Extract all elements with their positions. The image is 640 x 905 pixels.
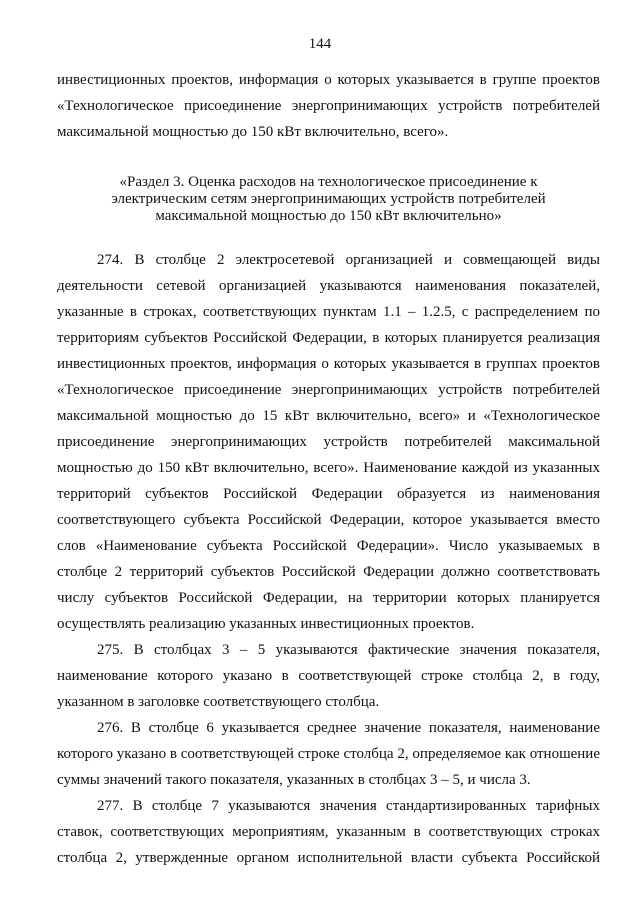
text-line: инвестиционных проектов, информация о которых указывается в группах проектов: [57, 356, 600, 372]
text-line: «Технологическое присоединение энергопринимающих устройств потребителей: [57, 382, 600, 398]
text-line: суммы значений такого показателя, указанных в столбцах 3 – 5, и числа 3.: [57, 772, 531, 788]
text-line: инвестиционных проектов, информация о которых указывается в группе проектов: [57, 72, 600, 88]
text-line: ставок, соответствующих мероприятиям, указанным в соответствующих строках: [57, 824, 600, 840]
text-line: 276. В столбце 6 указывается среднее значение показателя, наименование: [97, 720, 600, 736]
text-line: наименование которого указано в соответствующей строке столбца 2, в году,: [57, 668, 600, 684]
text-line: осуществлять реализацию указанных инвестиционных проектов.: [57, 616, 475, 632]
text-line: территориям субъектов Российской Федерации, в которых планируется реализация: [57, 330, 600, 346]
text-line: соответствующего субъекта Российской Федерации, которое указывается вместо: [57, 512, 600, 528]
section-heading-line: электрическим сетям энергопринимающих устройств потребителей: [111, 191, 546, 207]
text-line: столбца 2, утвержденные органом исполнительной власти субъекта Российской: [57, 850, 600, 866]
text-line: максимальной мощностью до 150 кВт включительно, всего».: [57, 124, 449, 140]
text-line: «Технологическое присоединение энергопринимающих устройств потребителей: [57, 98, 600, 114]
text-line: 275. В столбцах 3 – 5 указываются фактические значения показателя,: [97, 642, 600, 658]
text-line: мощностью до 150 кВт включительно, всего». Наименование каждой из указанных: [57, 460, 600, 476]
text-line: 277. В столбце 7 указываются значения стандартизированных тарифных: [97, 798, 600, 814]
text-line: указанном в заголовке соответствующего столбца.: [57, 694, 380, 710]
text-line: числу субъектов Российской Федерации, на территории которых планируется: [57, 590, 600, 606]
text-line: 274. В столбце 2 электросетевой организацией и совмещающей виды: [97, 252, 600, 268]
text-line: которого указано в соответствующей строке столбца 2, определяемое как отношение: [57, 746, 600, 762]
page-number: 144: [308, 36, 332, 52]
text-line: деятельности сетевой организацией указываются наименования показателей,: [57, 278, 600, 294]
text-line: указанные в строках, соответствующих пунктам 1.1 – 1.2.5, с распределением по: [57, 304, 600, 320]
text-line: присоединение энергопринимающих устройств потребителей максимальной: [57, 434, 600, 450]
text-line: столбце 2 территорий субъектов Российской Федерации должно соответствовать: [57, 564, 600, 580]
text-line: слов «Наименование субъекта Российской Федерации». Число указываемых в: [57, 538, 600, 554]
text-line: территорий субъектов Российской Федерации образуется из наименования: [57, 486, 600, 502]
section-heading-line: «Раздел 3. Оценка расходов на технологическое присоединение к: [119, 174, 538, 190]
text-line: максимальной мощностью до 15 кВт включительно, всего» и «Технологическое: [57, 408, 600, 424]
section-heading-line: максимальной мощностью до 150 кВт включительно»: [155, 208, 502, 224]
